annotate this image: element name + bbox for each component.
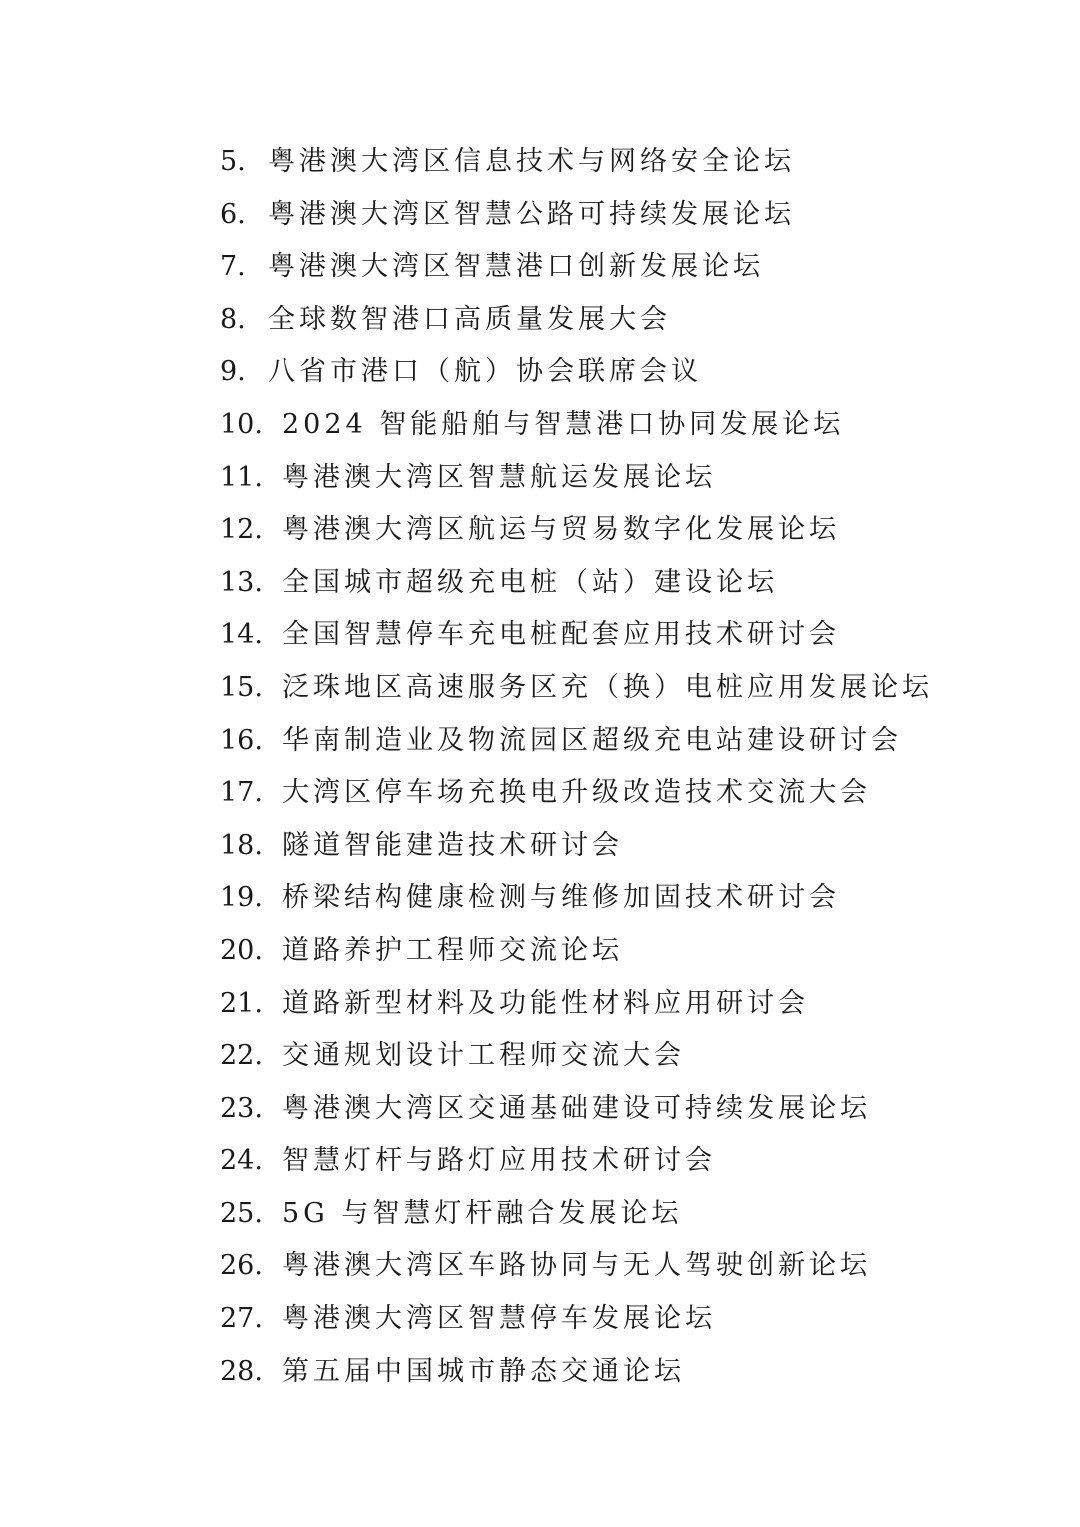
list-item-title: 智慧灯杆与路灯应用技术研讨会 bbox=[282, 1145, 716, 1177]
list-item-title: 八省市港口（航）协会联席会议 bbox=[268, 356, 702, 388]
list-item bbox=[220, 609, 933, 662]
list-item bbox=[220, 294, 933, 347]
list-item-title: 全国城市超级充电桩（站）建设论坛 bbox=[282, 566, 778, 598]
list-item-title: 粤港澳大湾区智慧停车发展论坛 bbox=[282, 1303, 716, 1335]
list-item bbox=[220, 978, 933, 1031]
list-item-title: 全球数智港口高质量发展大会 bbox=[268, 303, 671, 335]
list-item-number: 27. bbox=[220, 1303, 263, 1335]
list-item-number: 16. bbox=[220, 724, 263, 756]
list-item-number: 11. bbox=[220, 461, 263, 493]
list-item-number: 21. bbox=[220, 987, 263, 1019]
list-item-number: 19. bbox=[220, 882, 263, 914]
list-item-title: 大湾区停车场充换电升级改造技术交流大会 bbox=[282, 777, 871, 809]
list-item bbox=[220, 1083, 933, 1136]
list-item bbox=[220, 767, 933, 820]
list-item-number: 8. bbox=[220, 303, 246, 335]
list-item-title: 道路养护工程师交流论坛 bbox=[282, 934, 623, 966]
list-item-title: 粤港澳大湾区智慧航运发展论坛 bbox=[282, 461, 716, 493]
list-item bbox=[220, 715, 933, 768]
list-item bbox=[220, 1293, 933, 1346]
list-item bbox=[220, 452, 933, 505]
list-item bbox=[220, 241, 933, 294]
list-item-title: 粤港澳大湾区智慧公路可持续发展论坛 bbox=[268, 198, 795, 230]
list-item-title: 粤港澳大湾区车路协同与无人驾驶创新论坛 bbox=[282, 1250, 871, 1282]
list-item bbox=[220, 399, 933, 452]
list-item-number: 25. bbox=[220, 1197, 263, 1229]
list-item bbox=[220, 504, 933, 557]
list-item bbox=[220, 346, 933, 399]
list-item bbox=[220, 1030, 933, 1083]
list-item-title: 第五届中国城市静态交通论坛 bbox=[282, 1355, 685, 1387]
list-item bbox=[220, 1346, 933, 1399]
list-item-title: 5G 与智慧灯杆融合发展论坛 bbox=[282, 1197, 683, 1229]
list-item-number: 14. bbox=[220, 619, 263, 651]
list-item-number: 20. bbox=[220, 934, 263, 966]
list-item-number: 9. bbox=[220, 356, 246, 388]
list-item-number: 24. bbox=[220, 1145, 263, 1177]
list-item-title: 隧道智能建造技术研讨会 bbox=[282, 829, 623, 861]
list-item-title: 道路新型材料及功能性材料应用研讨会 bbox=[282, 987, 809, 1019]
forum-list bbox=[220, 136, 933, 1398]
list-item-title: 粤港澳大湾区航运与贸易数字化发展论坛 bbox=[282, 514, 840, 546]
list-item bbox=[220, 820, 933, 873]
list-item-title: 粤港澳大湾区智慧港口创新发展论坛 bbox=[268, 251, 764, 283]
list-item bbox=[220, 925, 933, 978]
list-item-number: 17. bbox=[220, 777, 263, 809]
list-item-number: 5. bbox=[220, 146, 246, 177]
list-item-number: 13. bbox=[220, 566, 263, 598]
list-item-title: 交通规划设计工程师交流大会 bbox=[282, 1040, 685, 1072]
list-item-number: 23. bbox=[220, 1092, 263, 1124]
list-item-title: 2024 智能船舶与智慧港口协同发展论坛 bbox=[282, 408, 845, 440]
list-item-title: 华南制造业及物流园区超级充电站建设研讨会 bbox=[282, 724, 902, 756]
list-item-number: 12. bbox=[220, 514, 263, 546]
list-item-title: 粤港澳大湾区信息技术与网络安全论坛 bbox=[268, 146, 795, 177]
list-item-number: 7. bbox=[220, 251, 246, 283]
list-item bbox=[220, 557, 933, 610]
list-item bbox=[220, 1188, 933, 1241]
list-item-number: 28. bbox=[220, 1355, 263, 1387]
list-item-number: 18. bbox=[220, 829, 263, 861]
list-item-number: 6. bbox=[220, 198, 246, 230]
list-item-number: 22. bbox=[220, 1040, 263, 1072]
list-item-title: 桥梁结构健康检测与维修加固技术研讨会 bbox=[282, 882, 840, 914]
list-item bbox=[220, 662, 933, 715]
list-item bbox=[220, 1135, 933, 1188]
list-item-number: 26. bbox=[220, 1250, 263, 1282]
list-item bbox=[220, 136, 933, 189]
list-item bbox=[220, 189, 933, 242]
list-item bbox=[220, 1240, 933, 1293]
list-item-title: 泛珠地区高速服务区充（换）电桩应用发展论坛 bbox=[282, 671, 933, 703]
list-item-title: 全国智慧停车充电桩配套应用技术研讨会 bbox=[282, 619, 840, 651]
list-item bbox=[220, 872, 933, 925]
list-item-number: 15. bbox=[220, 671, 263, 703]
list-item-title: 粤港澳大湾区交通基础建设可持续发展论坛 bbox=[282, 1092, 871, 1124]
list-item-number: 10. bbox=[220, 408, 263, 440]
